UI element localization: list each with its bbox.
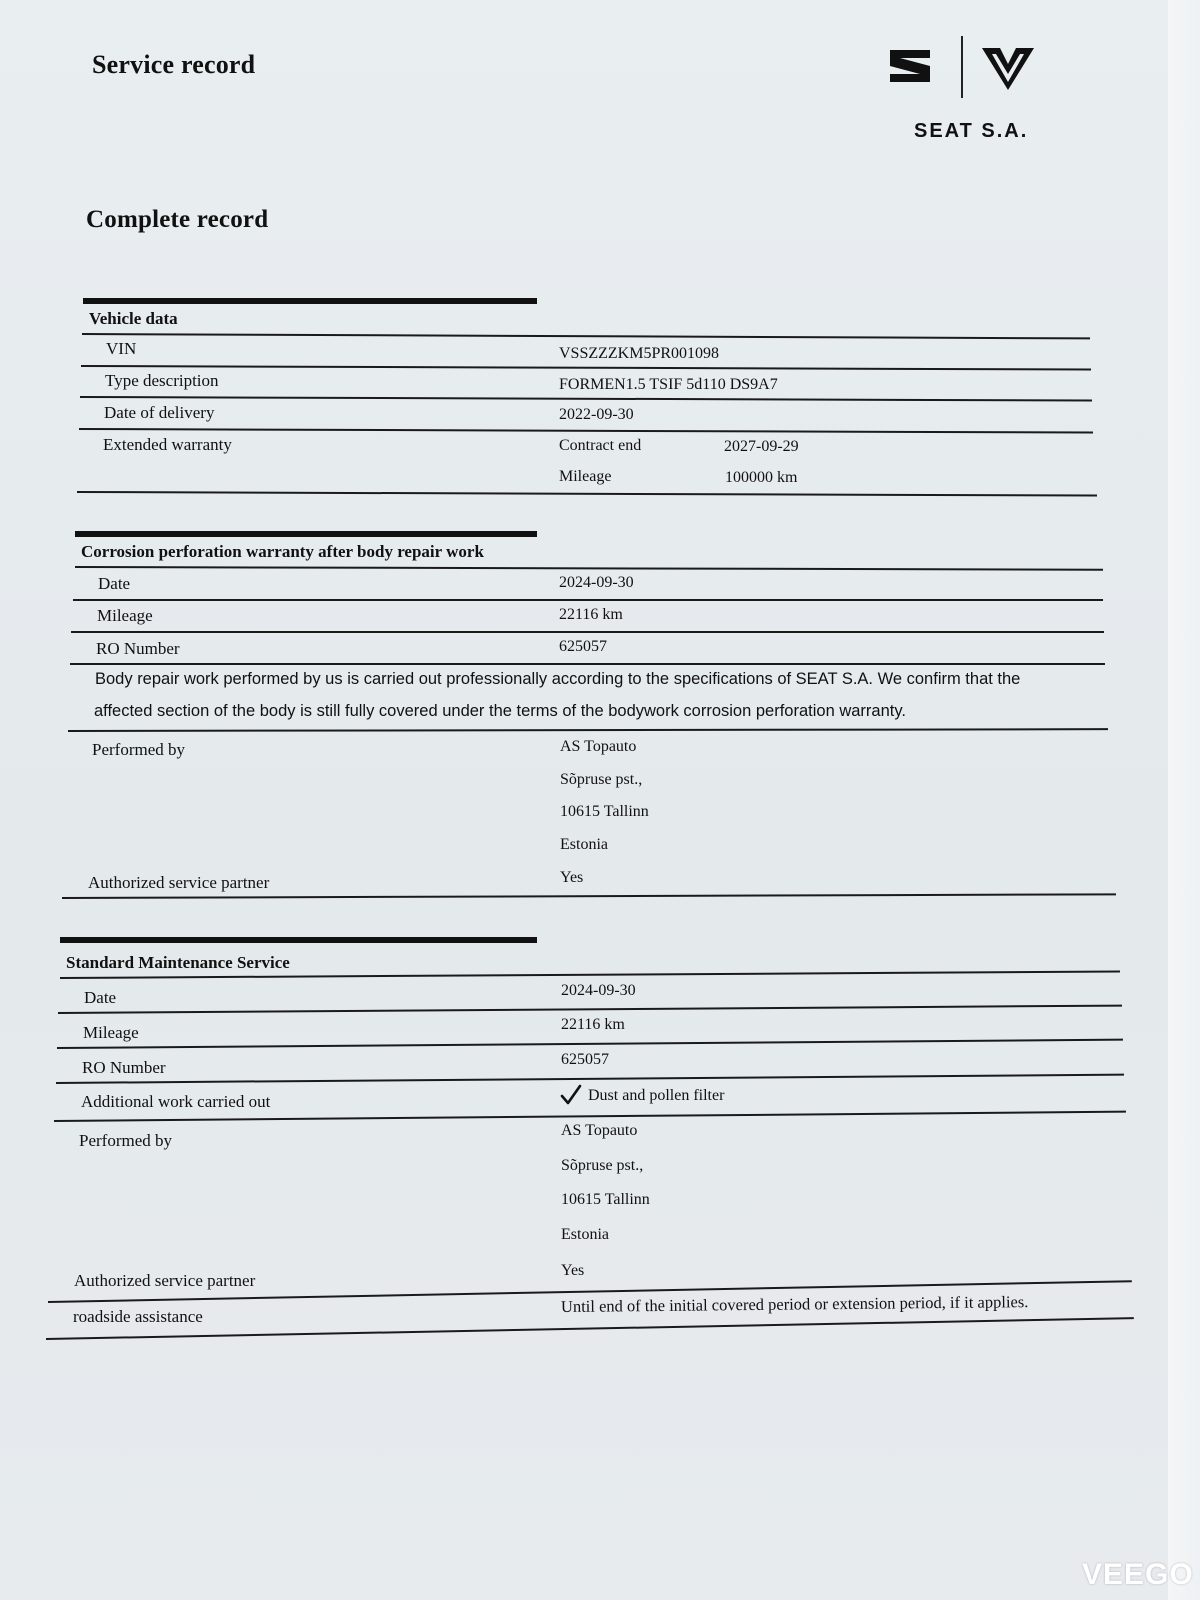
section-heading-vehicle-data: Vehicle data — [89, 309, 178, 328]
maintenance-date-label: Date — [84, 988, 117, 1007]
corrosion-statement-line-2: affected section of the body is still fully covered under the terms of the bodywork corrosion perforation warranty. — [94, 702, 906, 720]
vin-value: VSSZZZKM5PR001098 — [559, 345, 720, 362]
roadside-assistance-value: Until end of the initial covered period or extension period, if it applies. — [560, 1292, 1029, 1316]
section-heading-corrosion: Corrosion perforation warranty after body repair work — [81, 542, 484, 561]
corrosion-performed-by-label: Performed by — [92, 740, 186, 759]
section-bar — [83, 298, 537, 304]
corrosion-ro-value: 625057 — [559, 638, 607, 655]
page-edge — [1168, 0, 1200, 1600]
row-divider — [73, 599, 1103, 601]
contract-end-value: 2027-09-29 — [724, 438, 799, 455]
additional-work-value: Dust and pollen filter — [588, 1087, 725, 1104]
corrosion-authorized-label: Authorized service partner — [88, 873, 270, 892]
cupra-logo-icon — [980, 46, 1036, 92]
roadside-assistance-label: roadside assistance — [73, 1307, 203, 1326]
corrosion-date-label: Date — [98, 574, 131, 593]
corrosion-dealer-city: 10615 Tallinn — [560, 803, 649, 820]
maintenance-dealer-name: AS Topauto — [561, 1122, 638, 1139]
seat-logo-icon — [886, 44, 938, 88]
warranty-mileage-value: 100000 km — [725, 469, 798, 486]
contract-end-label: Contract end — [559, 437, 642, 454]
page-subtitle: Complete record — [86, 206, 269, 233]
section-bar — [60, 937, 537, 943]
corrosion-authorized-value: Yes — [560, 869, 584, 886]
additional-work-label: Additional work carried out — [81, 1092, 271, 1111]
section-heading-maintenance: Standard Maintenance Service — [66, 953, 290, 972]
maintenance-mileage-label: Mileage — [83, 1023, 139, 1042]
document-title: Service record — [92, 50, 256, 79]
watermark: VEEGO — [1082, 1558, 1194, 1591]
maintenance-ro-label: RO Number — [82, 1058, 166, 1077]
maintenance-performed-by-label: Performed by — [79, 1131, 173, 1150]
corrosion-dealer-country: Estonia — [560, 836, 608, 853]
row-divider — [71, 631, 1104, 633]
type-description-value: FORMEN1.5 TSIF 5d110 DS9A7 — [559, 376, 778, 393]
row-divider — [70, 663, 1105, 665]
maintenance-ro-value: 625057 — [561, 1051, 609, 1068]
corrosion-dealer-street: Sõpruse pst., — [560, 771, 643, 788]
maintenance-dealer-city: 10615 Tallinn — [561, 1191, 650, 1208]
delivery-date-label: Date of delivery — [104, 403, 215, 422]
brand-name: SEAT S.A. — [914, 120, 1029, 142]
corrosion-mileage-value: 22116 km — [559, 606, 623, 623]
checkmark-icon — [560, 1084, 582, 1106]
maintenance-date-value: 2024-09-30 — [561, 982, 636, 999]
type-description-label: Type description — [105, 371, 219, 390]
maintenance-authorized-value: Yes — [561, 1262, 585, 1279]
warranty-mileage-label: Mileage — [559, 468, 612, 485]
maintenance-mileage-value: 22116 km — [561, 1016, 625, 1033]
extended-warranty-label: Extended warranty — [103, 435, 232, 454]
delivery-date-value: 2022-09-30 — [559, 406, 634, 423]
section-bar — [75, 531, 537, 537]
maintenance-dealer-street: Sõpruse pst., — [561, 1157, 644, 1174]
corrosion-statement-line-1: Body repair work performed by us is carried out professionally according to the specifications of SEAT S.A. We confirm that the — [95, 670, 1021, 688]
corrosion-date-value: 2024-09-30 — [559, 574, 634, 591]
corrosion-dealer-name: AS Topauto — [560, 738, 637, 755]
maintenance-authorized-label: Authorized service partner — [74, 1271, 256, 1290]
maintenance-dealer-country: Estonia — [561, 1226, 609, 1243]
vin-label: VIN — [106, 339, 137, 358]
logo-divider — [961, 36, 963, 98]
corrosion-ro-label: RO Number — [96, 639, 180, 658]
corrosion-mileage-label: Mileage — [97, 606, 153, 625]
